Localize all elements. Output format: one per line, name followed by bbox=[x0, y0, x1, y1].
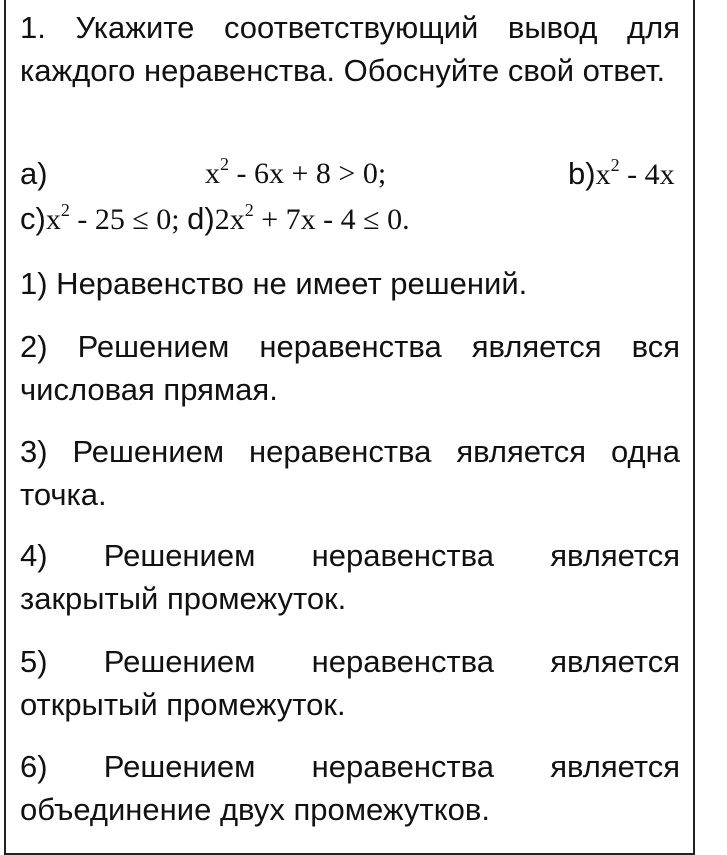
task-question bbox=[20, 6, 680, 92]
inequality-c-label: c) bbox=[20, 201, 46, 236]
task-sheet bbox=[4, 0, 695, 855]
inequality-line-cd bbox=[20, 197, 682, 240]
inequality-a-lhs: x bbox=[205, 157, 220, 190]
inequality-a-rest: - 6x + 8 > 0; bbox=[229, 157, 387, 190]
option-6: 6) Решением неравенства является объединение двух промежутков. bbox=[20, 749, 680, 827]
inequality-c-rest: - 25 ≤ 0; bbox=[69, 203, 188, 236]
option-1: 1) Неравенство не имеет решений. bbox=[20, 266, 528, 301]
inequality-b-lhs: x bbox=[595, 158, 611, 191]
inequality-d-exponent: 2 bbox=[244, 200, 254, 220]
inequality-b-label: b) bbox=[568, 156, 596, 191]
inequality-c-exponent: 2 bbox=[60, 200, 70, 220]
question-text: Укажите соответствующий вывод для каждого неравенства. Обоснуйте свой ответ. bbox=[20, 10, 680, 88]
inequality-c bbox=[45, 200, 188, 236]
inequality-d bbox=[214, 200, 410, 236]
inequality-a bbox=[205, 152, 386, 195]
question-number: 1. bbox=[20, 10, 46, 45]
inequality-b bbox=[568, 152, 675, 195]
inequality-line-ab bbox=[20, 152, 682, 195]
inequality-b-rest: - 4x bbox=[619, 158, 675, 191]
option-2: 2) Решением неравенства является вся числовая прямая. bbox=[20, 329, 680, 407]
inequality-c-lhs: x bbox=[45, 203, 61, 236]
option-5: 5) Решением неравенства является открытый промежуток. bbox=[20, 644, 680, 722]
option-4: 4) Решением неравенства является закрытый промежуток. bbox=[20, 538, 680, 616]
inequality-d-rest: + 7x - 4 ≤ 0. bbox=[253, 203, 410, 236]
inequality-d-label: d) bbox=[187, 201, 215, 236]
inequality-b-exponent: 2 bbox=[610, 155, 620, 175]
inequality-a-exponent: 2 bbox=[220, 154, 229, 174]
inequality-a-label: a) bbox=[20, 156, 48, 191]
inequality-d-lhs: 2x bbox=[214, 203, 245, 236]
option-3: 3) Решением неравенства является одна точка. bbox=[20, 434, 680, 512]
